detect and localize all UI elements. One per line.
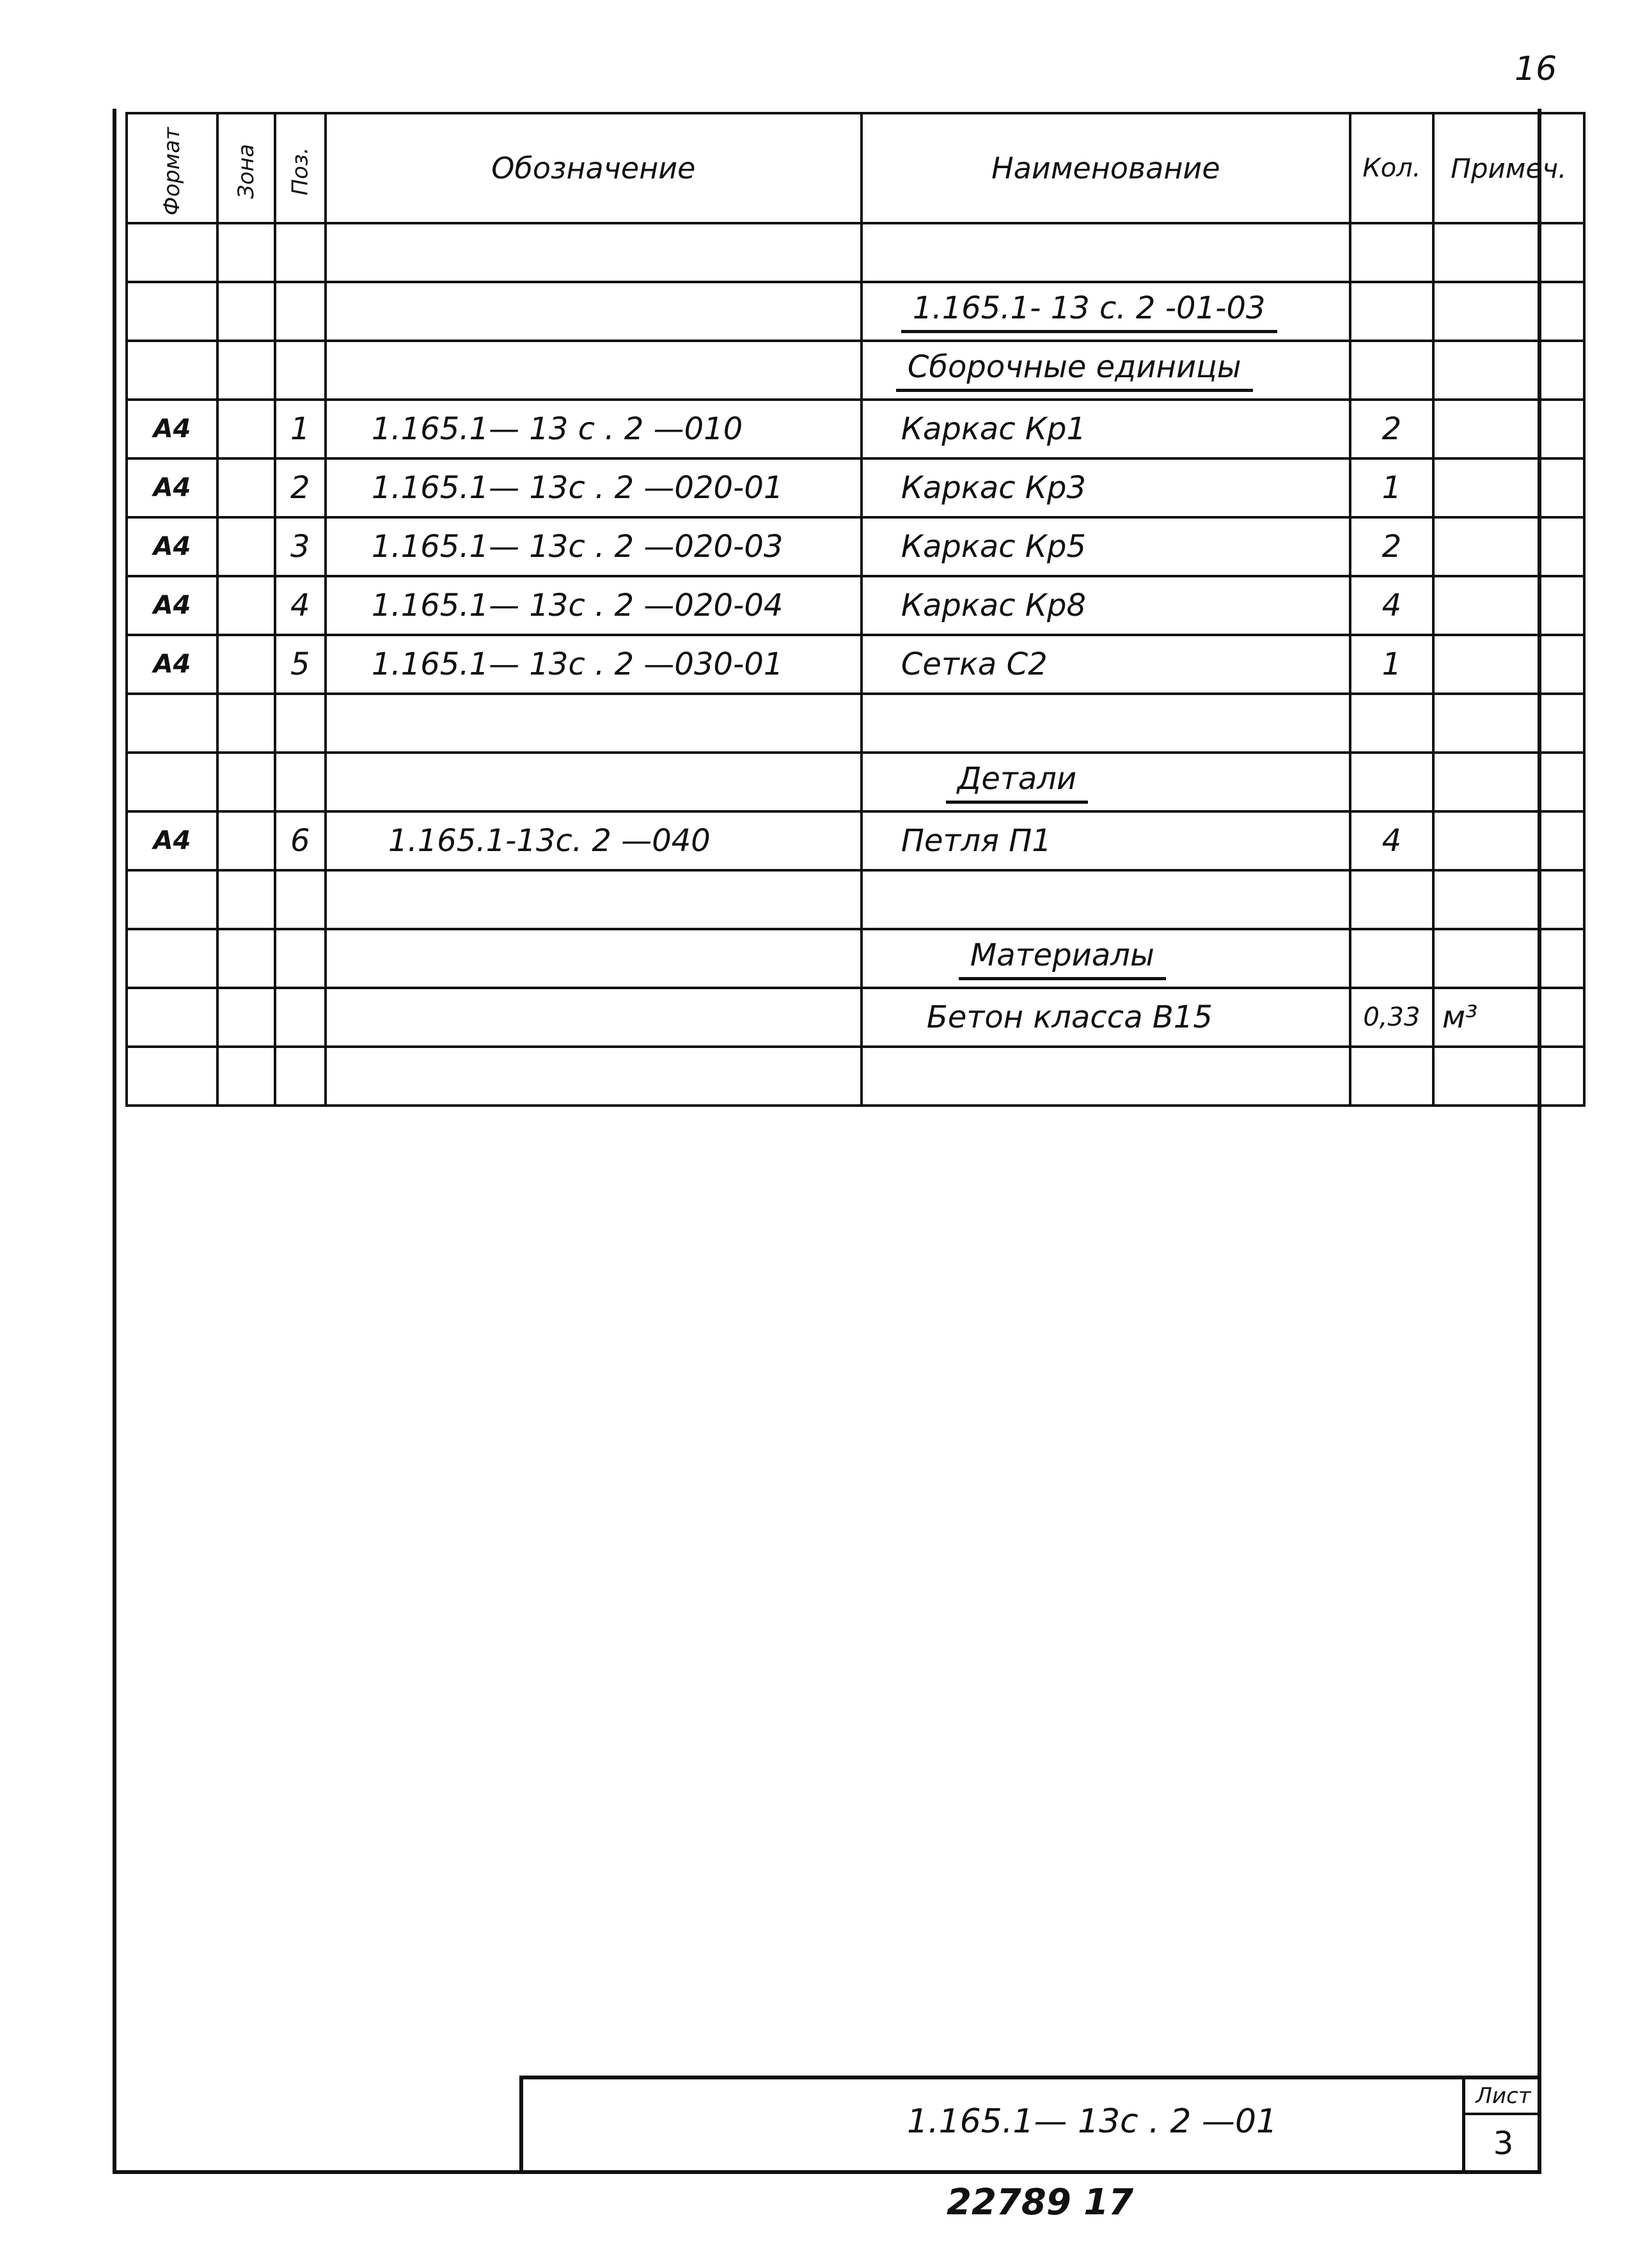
table-row: А4 4 1.165.1— 13с . 2 —020-04 Каркас Кр8 4: [127, 576, 1584, 635]
details-heading: Детали: [946, 761, 1088, 804]
materials-section-row: [127, 929, 1584, 988]
page-number: 16: [1515, 50, 1557, 88]
document-code: 1.165.1— 13с . 2 —01: [907, 2102, 1278, 2141]
col-note-header: Примеч.: [1433, 113, 1584, 223]
table-row: А4 3 1.165.1— 13с . 2 —020-03 Каркас Кр5 2: [127, 517, 1584, 576]
col-qty-header: Кол.: [1350, 113, 1433, 223]
table-row: А4 1 1.165.1— 13 с . 2 —010 Каркас Кр1 2: [127, 400, 1584, 458]
sheet-box: [1462, 2079, 1541, 2174]
title-block: [519, 2076, 1541, 2174]
table-row: А4 5 1.165.1— 13с . 2 —030-01 Сетка С2 1: [127, 635, 1584, 694]
empty-row: [127, 1047, 1584, 1106]
empty-row: [127, 694, 1584, 753]
assembly-units-heading: Сборочные единицы: [896, 349, 1253, 392]
assembly-section-row: [127, 341, 1584, 400]
sheet-number: 3: [1493, 2125, 1514, 2162]
header-row: [127, 113, 1584, 223]
empty-row: [127, 223, 1584, 282]
specification-table: [125, 112, 1586, 1107]
table-row: А4 6 1.165.1-13с. 2 —040 Петля П1 4: [127, 811, 1584, 870]
materials-heading: Материалы: [959, 937, 1166, 980]
empty-row: [127, 870, 1584, 929]
table-row: Бетон класса В15 0,33 м³: [127, 988, 1584, 1047]
col-name-header: Наименование: [862, 113, 1350, 223]
col-zone-header: Зона: [217, 113, 275, 223]
details-section-row: [127, 753, 1584, 811]
document-heading: 1.165.1- 13 с. 2 -01-03: [901, 290, 1277, 333]
col-designation-header: Обозначение: [326, 113, 862, 223]
col-format-header: Формат: [127, 113, 217, 223]
footer-code: 22789 17: [947, 2182, 1134, 2223]
doc-heading-row: [127, 282, 1584, 341]
col-pos-header: Поз.: [275, 113, 326, 223]
sheet-label: Лист: [1465, 2079, 1541, 2115]
table-row: А4 2 1.165.1— 13с . 2 —020-01 Каркас Кр3 1: [127, 458, 1584, 517]
